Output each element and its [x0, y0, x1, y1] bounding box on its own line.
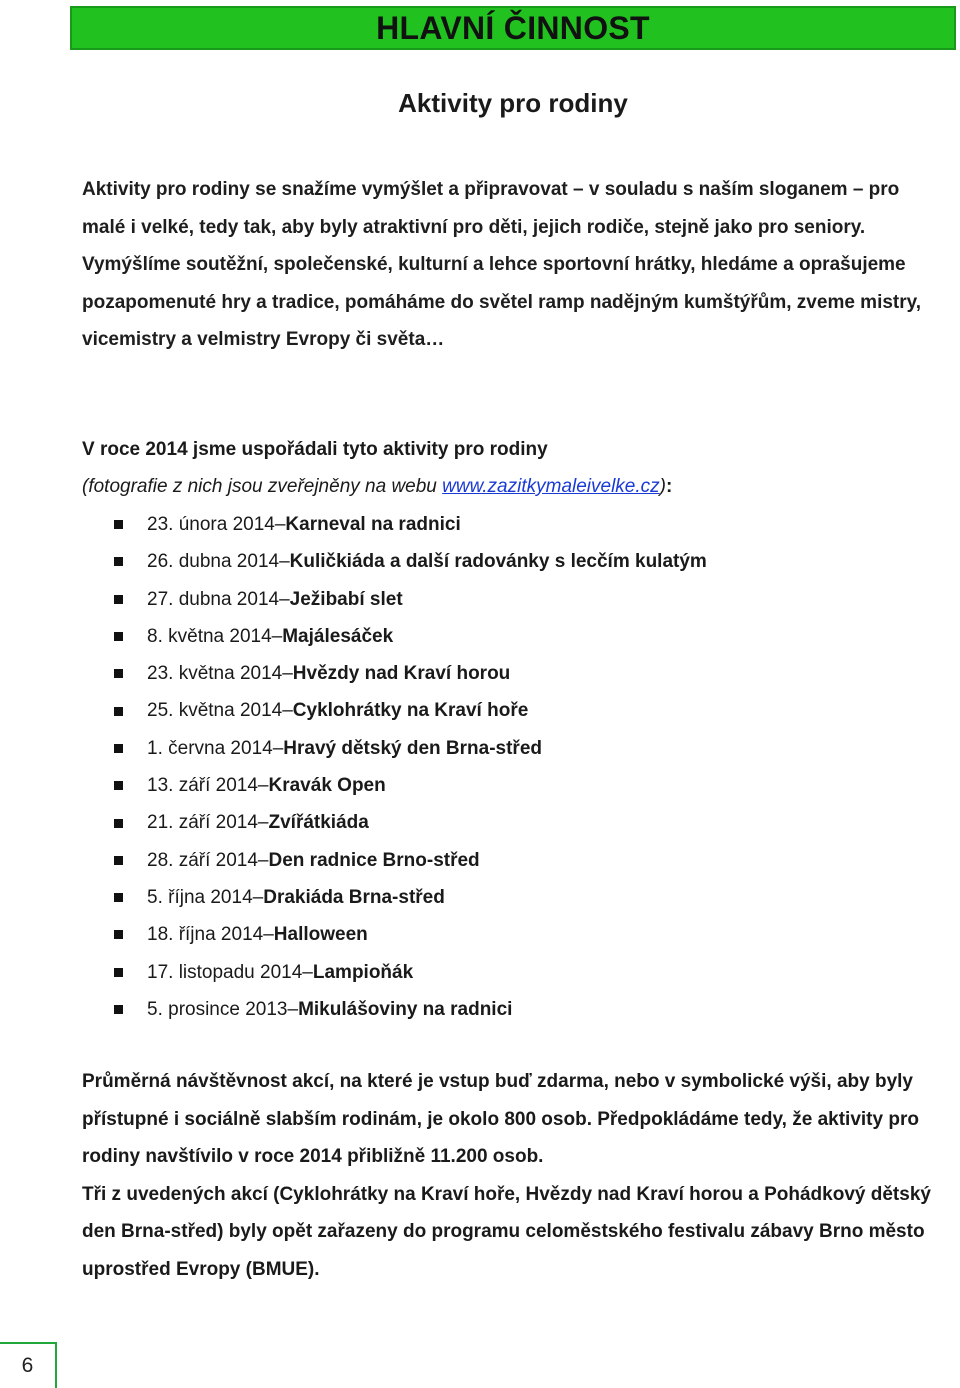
event-dash: – [272, 737, 284, 759]
event-dash: – [271, 625, 283, 647]
list-item [82, 543, 707, 580]
event-dash: – [282, 700, 293, 722]
square-bullet-icon [114, 595, 123, 604]
event-title: Den radnice Brno-střed [268, 849, 480, 871]
attendance-paragraph: Průměrná návštěvnost akcí, na které je vstup buď zdarma, nebo v symbolické výši, aby byly přístupné i sociálně slabším rodinám, je okolo 800 osob. Předpokládáme tedy, že aktivity pro rodiny navštívilo v roce 2014 přibližně 11.200 osob. [82, 1071, 919, 1167]
events-heading: V roce 2014 jsme uspořádali tyto aktivity pro rodiny [82, 439, 548, 460]
event-dash: – [279, 588, 290, 610]
list-item [82, 692, 707, 729]
square-bullet-icon [114, 520, 123, 529]
list-item [82, 991, 707, 1028]
events-note [82, 469, 672, 505]
section-title: HLAVNÍ ČINNOST [376, 9, 650, 46]
event-date: 23. května 2014 [147, 663, 283, 685]
event-date: 23. února 2014 [147, 514, 275, 535]
list-item [82, 954, 707, 991]
square-bullet-icon [114, 968, 123, 977]
event-dash: – [257, 849, 269, 871]
event-title: Hravý dětský den Brna-střed [283, 737, 542, 759]
list-item [82, 506, 707, 543]
event-date: 21. září 2014 [147, 812, 258, 834]
event-date: 26. dubna 2014 [147, 551, 280, 573]
square-bullet-icon [114, 557, 123, 566]
event-date: 1. června 2014 [147, 737, 273, 759]
event-title: Drakiáda Brna-střed [263, 886, 445, 908]
event-dash: – [287, 998, 299, 1020]
event-dash: – [257, 775, 269, 797]
list-item [82, 842, 707, 879]
square-bullet-icon [114, 1005, 123, 1014]
list-item [82, 879, 707, 916]
square-bullet-icon [114, 819, 123, 828]
website-link[interactable]: www.zazitkymaleivelke.cz [442, 476, 660, 497]
events-note-prefix: (fotografie z nich jsou zveřejněny na webu [82, 476, 443, 497]
events-list [82, 506, 707, 1028]
list-item [82, 767, 707, 804]
section-banner [70, 6, 956, 50]
event-title: Mikulášoviny na radnici [298, 998, 513, 1020]
event-title: Halloween [273, 924, 368, 946]
event-title: Ježibabí slet [289, 588, 403, 610]
square-bullet-icon [114, 744, 123, 753]
events-note-suffix: ) [659, 476, 666, 497]
event-date: 18. října 2014 [147, 924, 264, 946]
square-bullet-icon [114, 930, 123, 939]
bmue-paragraph: Tři z uvedených akcí (Cyklohrátky na Kraví hoře, Hvězdy nad Kraví horou a Pohádkový dětský den Brna-střed) byly opět zařazeny do programu celoměstského festivalu zábavy Brno město uprostřed Evropy (BMUE). [82, 1183, 931, 1280]
event-title: Karneval na radnici [285, 514, 461, 535]
square-bullet-icon [114, 893, 123, 902]
event-date: 27. dubna 2014 [147, 588, 280, 610]
list-item [82, 730, 707, 767]
event-dash: – [263, 924, 274, 946]
square-bullet-icon [114, 856, 123, 865]
event-dash: – [252, 886, 264, 908]
event-dash: – [302, 961, 313, 983]
square-bullet-icon [114, 632, 123, 641]
list-item [82, 655, 707, 692]
page-subtitle: Aktivity pro rodiny [398, 88, 628, 118]
list-item [82, 618, 707, 655]
page-number-frame [0, 1342, 57, 1388]
square-bullet-icon [114, 781, 123, 790]
square-bullet-icon [114, 707, 123, 716]
list-item [82, 581, 707, 618]
event-dash: – [282, 663, 293, 685]
event-title: Cyklohrátky na Kraví hoře [292, 700, 529, 722]
event-title: Kuličkiáda a další radovánky s lecčím kulatým [289, 551, 707, 573]
event-dash: – [257, 812, 269, 834]
list-item [82, 804, 707, 841]
event-dash: – [274, 514, 286, 535]
square-bullet-icon [114, 669, 123, 678]
summary-block [82, 1063, 942, 1288]
event-date: 5. října 2014 [147, 886, 253, 908]
event-title: Zvířátkiáda [268, 812, 369, 834]
event-date: 17. listopadu 2014 [147, 961, 303, 983]
event-title: Lampioňák [312, 961, 414, 983]
page-number: 6 [21, 1354, 34, 1377]
list-item [82, 916, 707, 953]
event-title: Hvězdy nad Kraví horou [292, 663, 511, 685]
event-title: Kravák Open [268, 775, 386, 797]
events-note-colon: : [665, 476, 673, 497]
event-date: 8. května 2014 [147, 625, 272, 647]
event-date: 25. května 2014 [147, 700, 283, 722]
event-title: Majálesáček [282, 625, 394, 647]
event-date: 28. září 2014 [147, 849, 258, 871]
event-date: 5. prosince 2013 [147, 998, 288, 1020]
event-dash: – [279, 551, 290, 573]
intro-paragraph: Aktivity pro rodiny se snažíme vymýšlet a připravovat – v souladu s naším sloganem – pro malé i velké, tedy tak, aby byly atraktivní pro děti, jejich rodiče, stejně jako pro seniory. Vymýšlíme soutěžní, společenské, kulturní a lehce sportovní hrátky, hledáme a oprašujeme pozapomenuté hry a tradice, pomáháme do světel ramp nadějným kumštýřům, zveme mistry, vicemistry a velmistry Evropy či světa… [82, 179, 922, 350]
event-date: 13. září 2014 [147, 775, 258, 797]
